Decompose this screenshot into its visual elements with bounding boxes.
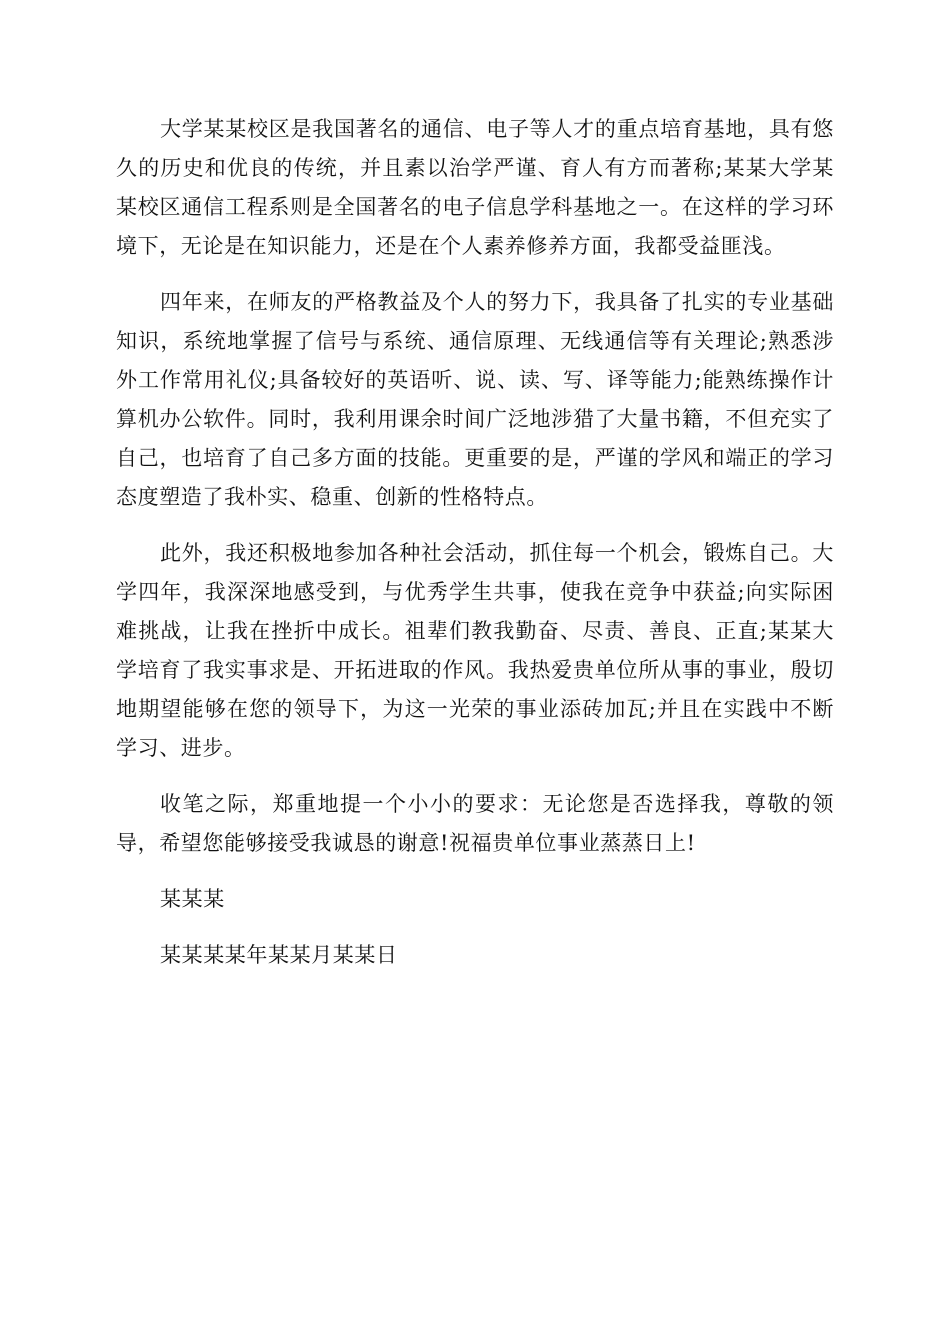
paragraph-closing: 收笔之际，郑重地提一个小小的要求：无论您是否选择我，尊敬的领导，希望您能够接受我诚恳的谢意!祝福贵单位事业蒸蒸日上!	[116, 792, 834, 855]
date: 某某某某年某某月某某日	[160, 943, 398, 967]
signature: 某某某	[160, 887, 225, 911]
paragraph-skills: 四年来，在师友的严格教益及个人的努力下，我具备了扎实的专业基础知识，系统地掌握了信号与系统、通信原理、无线通信等有关理论;熟悉涉外工作常用礼仪;具备较好的英语听、说、读、写、译等能力;能熟练操作计算机办公软件。同时，我利用课余时间广泛地涉猎了大量书籍，不但充实了自己，也培育了自己多方面的技能。更重要的是，严谨的学风和端正的学习态度塑造了我朴实、稳重、创新的性格特点。	[116, 290, 834, 509]
paragraph-activities: 此外，我还积极地参加各种社会活动，抓住每一个机会，锻炼自己。大学四年，我深深地感受到，与优秀学生共事，使我在竞争中获益;向实际困难挑战，让我在挫折中成长。祖辈们教我勤奋、尽责、善良、正直;某某大学培育了我实事求是、开拓进取的作风。我热爱贵单位所从事的事业，殷切地期望能够在您的领导下，为这一光荣的事业添砖加瓦;并且在实践中不断学习、进步。	[116, 541, 834, 760]
document-page	[116, 110, 834, 992]
paragraph-intro: 大学某某校区是我国著名的通信、电子等人才的重点培育基地，具有悠久的历史和优良的传统，并且素以治学严谨、育人有方而著称;某某大学某某校区通信工程系则是全国著名的电子信息学科基地之一。在这样的学习环境下，无论是在知识能力，还是在个人素养修养方面，我都受益匪浅。	[116, 117, 834, 258]
